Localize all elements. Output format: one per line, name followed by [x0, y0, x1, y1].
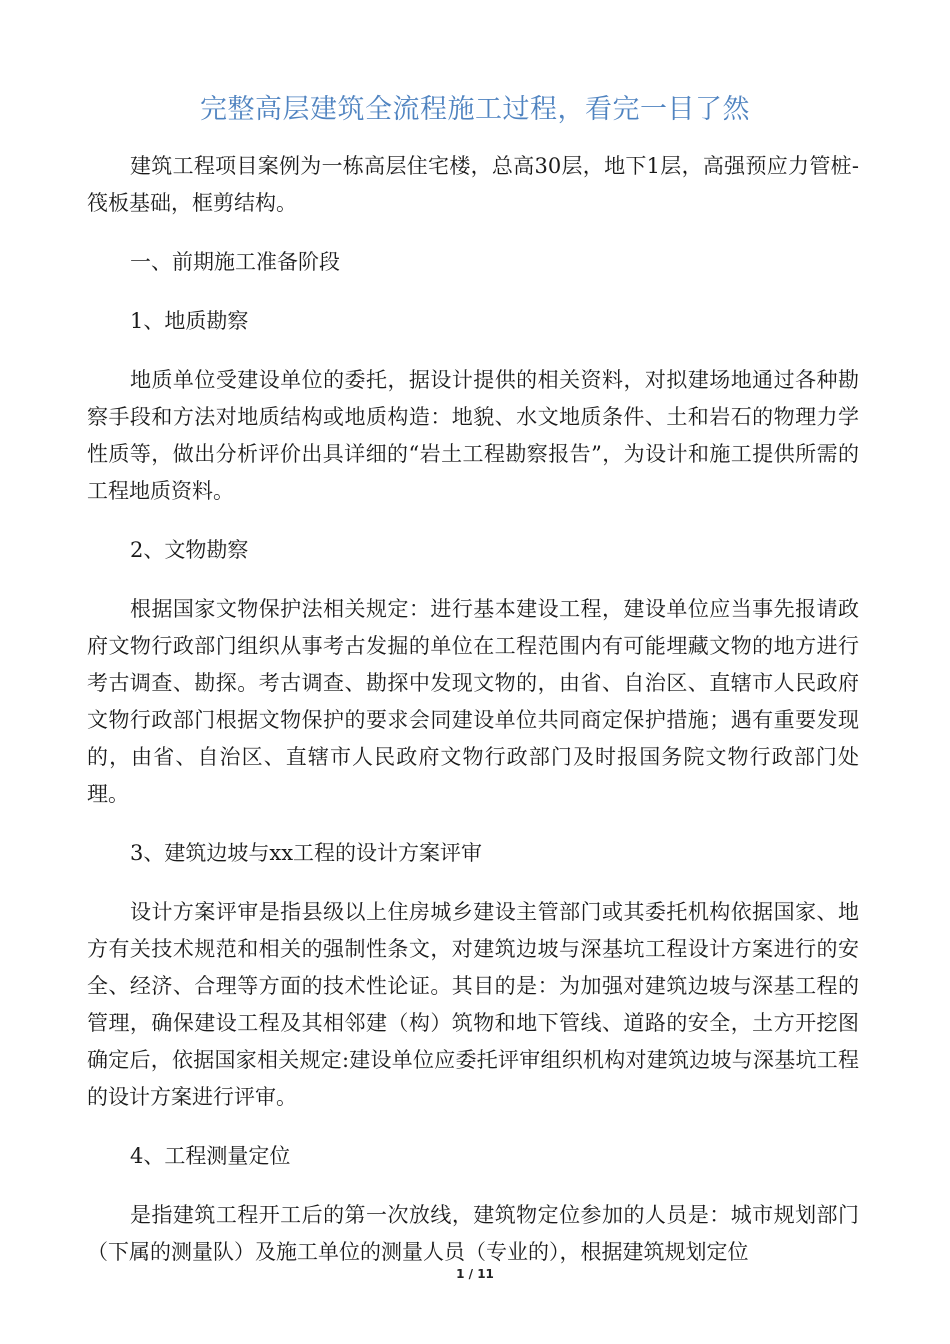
page-separator: /	[468, 1267, 474, 1281]
document-title: 完整高层建筑全流程施工过程，看完一目了然	[200, 94, 750, 125]
subheading-cultural-relics-survey: 2、文物勘察	[130, 538, 249, 562]
page-number	[0, 1267, 950, 1281]
intro-paragraph: 建筑工程项目案例为一栋高层住宅楼，总高30层，地下1层，高强预应力管桩-筏板基础，框剪结构。	[87, 154, 859, 215]
paragraph-survey-positioning: 是指建筑工程开工后的第一次放线，建筑物定位参加的人员是：城市规划部门（下属的测量队）及施工单位的测量人员（专业的），根据建筑规划定位	[87, 1203, 859, 1264]
subheading-slope-design-review: 3、建筑边坡与xx工程的设计方案评审	[130, 841, 483, 865]
paragraph-slope-design-review: 设计方案评审是指县级以上住房城乡建设主管部门或其委托机构依据国家、地方有关技术规范和相关的强制性条文，对建筑边坡与深基坑工程设计方案进行的安全、经济、合理等方面的技术性论证。其目的是：为加强对建筑边坡与深基工程的管理，确保建设工程及其相邻建（构）筑物和地下管线、道路的安全，土方开挖图确定后，依据国家相关规定:建设单位应委托评审组织机构对建筑边坡与深基坑工程的设计方案进行评审。	[87, 900, 859, 1109]
paragraph-geological-survey: 地质单位受建设单位的委托，据设计提供的相关资料，对拟建场地通过各种勘察手段和方法对地质结构或地质构造：地貌、水文地质条件、土和岩石的物理力学性质等，做出分析评价出具详细的“岩土工程勘察报告”，为设计和施工提供所需的工程地质资料。	[87, 368, 859, 503]
current-page-number: 1	[456, 1267, 465, 1281]
paragraph-cultural-relics-survey: 根据国家文物保护法相关规定：进行基本建设工程，建设单位应当事先报请政府文物行政部门组织从事考古发掘的单位在工程范围内有可能埋藏文物的地方进行考古调查、勘探。考古调查、勘探中发现文物的，由省、自治区、直辖市人民政府文物行政部门根据文物保护的要求会同建设单位共同商定保护措施；遇有重要发现的，由省、自治区、直辖市人民政府文物行政部门及时报国务院文物行政部门处理。	[87, 597, 859, 806]
section-heading-preparation: 一、前期施工准备阶段	[130, 250, 340, 274]
total-pages-number: 11	[477, 1267, 494, 1281]
subheading-survey-positioning: 4、工程测量定位	[130, 1144, 291, 1168]
subheading-geological-survey: 1、地质勘察	[130, 309, 249, 333]
document-body	[87, 148, 859, 1293]
